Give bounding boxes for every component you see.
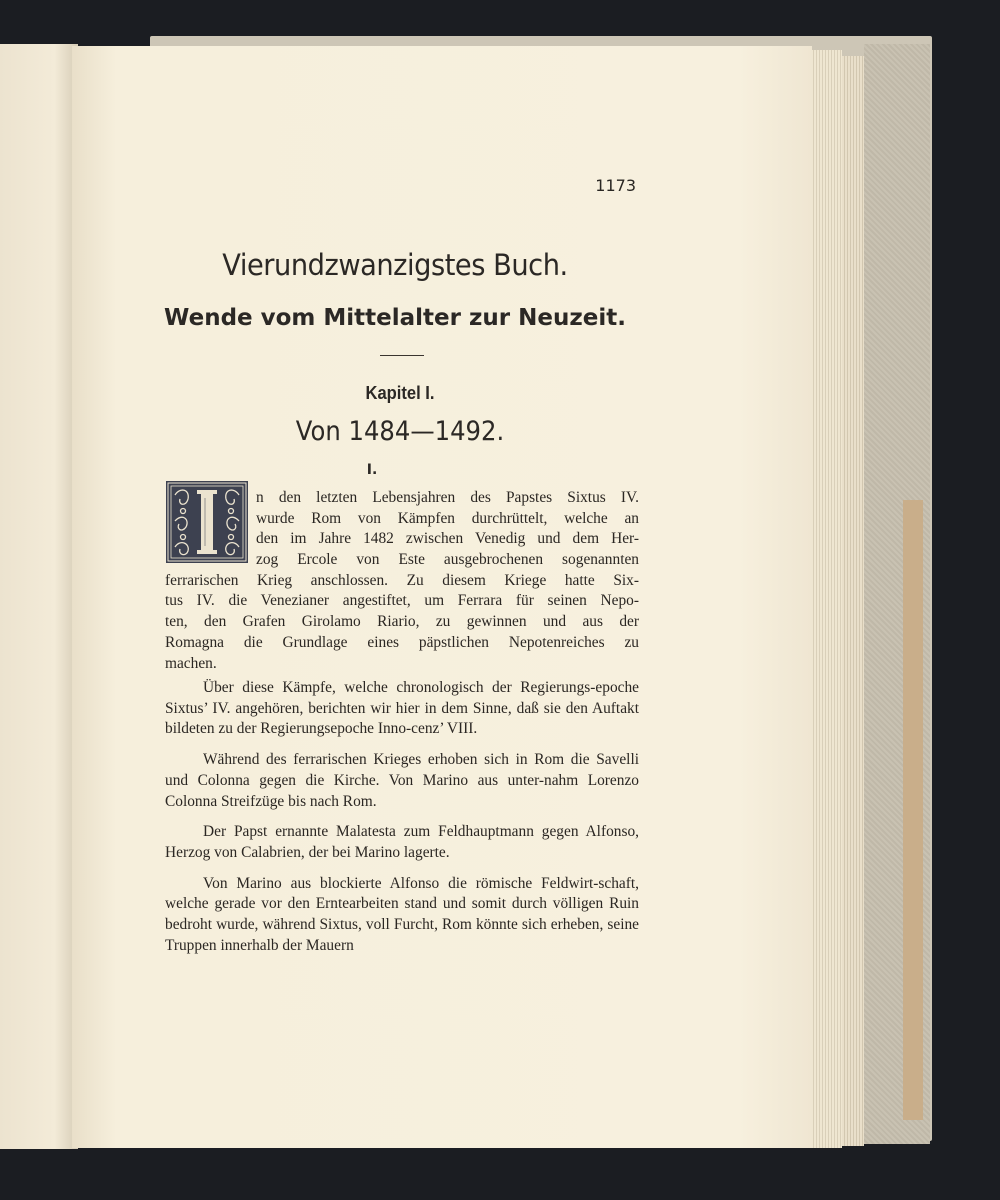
- opening-paragraph: [165, 488, 639, 674]
- left-page-edge: [0, 44, 78, 1149]
- section-number: I.: [366, 462, 378, 478]
- opening-line: tus IV. die Venezianer angestiftet, um Ferrara für seinen Nepo-: [165, 592, 639, 610]
- opening-line: machen.: [165, 654, 217, 672]
- book-subtitle: Wende vom Mittelalter zur Neuzeit.: [164, 305, 626, 331]
- paragraph: Über diese Kämpfe, welche chronologisch der Regierungs-epoche Sixtus’ IV. angehören, berichten wir hier in dem Sinne, daß sie den Auftakt bildeten zu der Regierungsepoche Inno-cenz’ VIII.: [165, 679, 639, 738]
- opening-line: den im Jahre 1482 zwischen Venedig und dem Her-: [256, 530, 639, 548]
- page-stack-edge: [808, 50, 842, 1148]
- paragraph: Der Papst ernannte Malatesta zum Feldhauptmann gegen Alfonso, Herzog von Calabrien, der bei Marino lagerte.: [165, 823, 639, 861]
- opening-line: ferrarischen Krieg anschlossen. Zu diesem Kriege hatte Six-: [165, 571, 639, 589]
- bookmark-ribbon: [903, 500, 923, 1120]
- opening-line: ten, den Grafen Girolamo Riario, zu gewinnen und aus der: [165, 613, 639, 631]
- body-text: [165, 678, 639, 956]
- opening-line: n den letzten Lebensjahren des Papstes Sixtus IV.: [256, 489, 639, 506]
- paragraph: Während des ferrarischen Krieges erhoben sich in Rom die Savelli und Colonna gegen die Kirche. Von Marino aus unter-nahm Lorenzo Colonna Streifzüge bis nach Rom.: [165, 751, 639, 810]
- page-number: 1173: [595, 176, 636, 195]
- opening-line: Romagna die Grundlage eines päpstlichen Nepotenreiches zu: [165, 633, 639, 651]
- chapter-label: Kapitel I.: [365, 383, 435, 403]
- opening-line: wurde Rom von Kämpfen durchrüttelt, welche an: [256, 509, 639, 527]
- book-title: Vierundzwanzigstes Buch.: [222, 248, 568, 282]
- chapter-title: Von 1484—1492.: [295, 416, 505, 447]
- page-stack-edge-inner: [842, 56, 864, 1146]
- paragraph: Von Marino aus blockierte Alfonso die römische Feldwirt-schaft, welche gerade vor den Erntearbeiten stand und somit durch völligen Ruin bedroht wurde, während Sixtus, voll Furcht, Rom könnte sich erheben, seine Truppen innerhalb der Mauern: [165, 874, 639, 954]
- title-divider: [380, 355, 424, 356]
- opening-line: zog Ercole von Este ausgebrochenen sogenannten: [256, 551, 639, 569]
